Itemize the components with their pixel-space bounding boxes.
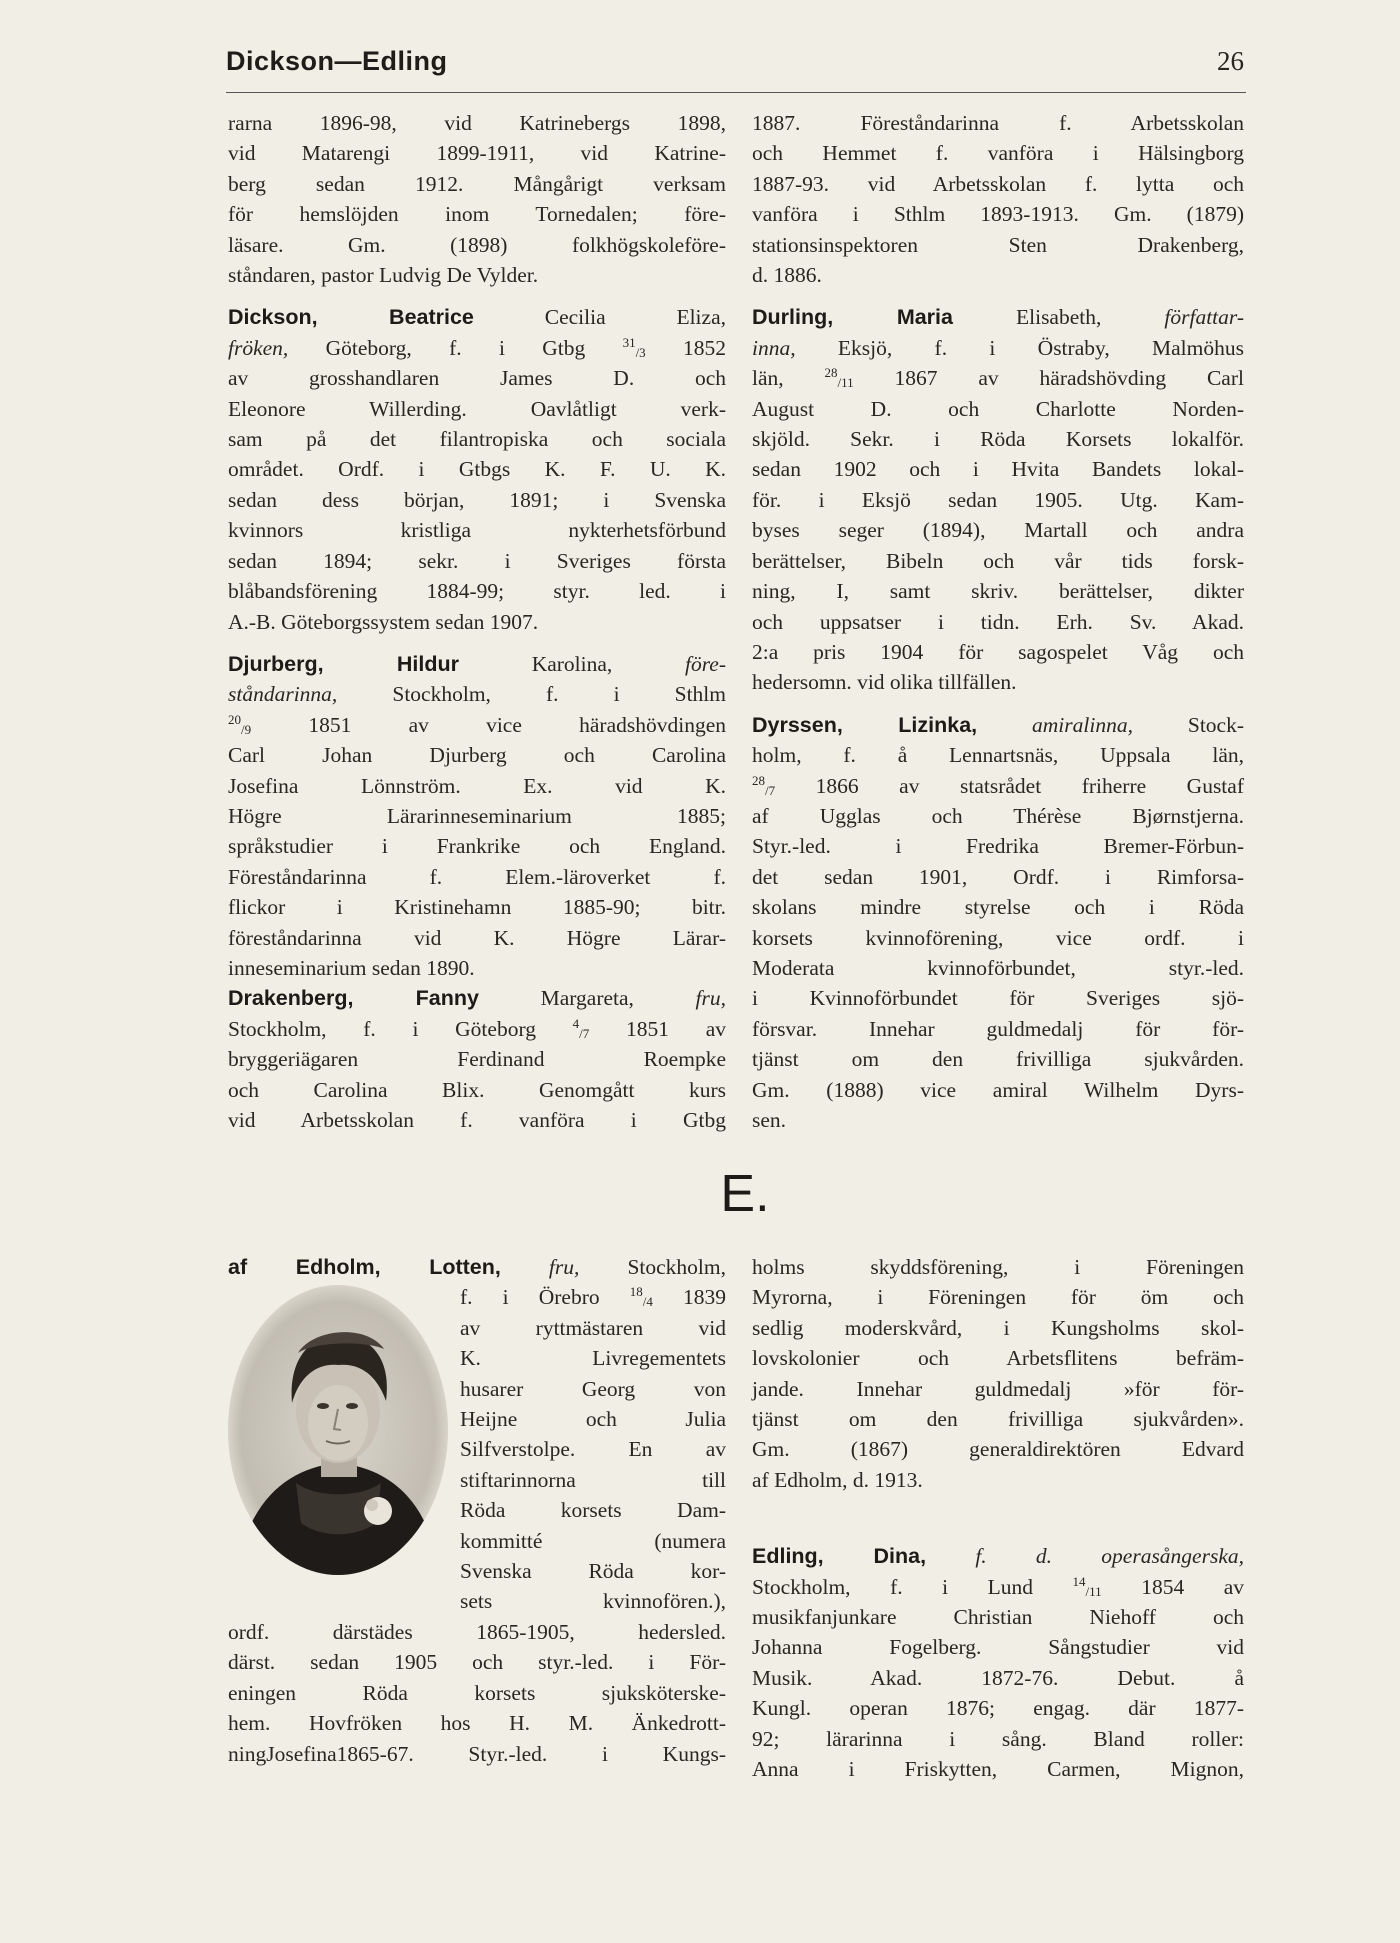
- text-line: 1887-93. vid Arbetsskolan f. lytta och: [752, 171, 1244, 196]
- entry-title: inna,: [752, 335, 796, 360]
- date-day: 20: [228, 711, 241, 727]
- entry-text: holm, f. å Lennartsnäs, Uppsala län,: [752, 743, 1244, 768]
- entry-text: Karolina,: [458, 651, 685, 676]
- date-month: /3: [635, 344, 646, 360]
- text-line: holms skyddsförening, i Föreningen: [752, 1255, 1244, 1279]
- text-line: Föreståndarinna f. Elem.-läroverket f.: [228, 864, 726, 889]
- text-line: Svenska Röda kor-: [460, 1559, 726, 1584]
- entry-text: 1839: [652, 1285, 726, 1310]
- entry-drakenberg: [228, 983, 726, 1135]
- text-line: eningen Röda korsets sjuksköterske-: [228, 1680, 726, 1705]
- entry-title: författar-: [1164, 305, 1244, 330]
- text-line: vid Matarengi 1899-1911, vid Katrine-: [228, 141, 726, 166]
- text-line: Eleonore Willerding. Oavlåtligt verk-: [228, 396, 726, 421]
- running-header: [226, 46, 1244, 86]
- text-line: sedlig moderskvård, i Kungsholms skol-: [752, 1315, 1244, 1340]
- text-line: stiftarinnorna till: [460, 1467, 726, 1492]
- text-line: hem. Hovfröken hos H. M. Änkedrott-: [228, 1711, 726, 1736]
- left-column-bottom: [228, 1252, 726, 1769]
- entry-text: f. i Örebro: [460, 1285, 630, 1310]
- text-line: stationsinspektoren Sten Drakenberg,: [752, 232, 1244, 257]
- entry-name: Edling, Dina,: [752, 1544, 927, 1569]
- entry-name: Dyrssen, Lizinka,: [752, 712, 978, 737]
- text-line: Högre Lärarinneseminarium 1885;: [228, 803, 726, 828]
- text-line: August D. och Charlotte Norden-: [752, 396, 1244, 421]
- date-month: /7: [579, 1025, 590, 1041]
- entry-text: 1866 av statsrådet friherre Gustaf: [775, 773, 1244, 798]
- text-line: det sedan 1901, Ordf. i Rimforsa-: [752, 864, 1244, 889]
- entry-title: fru,: [500, 1255, 580, 1279]
- header-rule: [226, 92, 1246, 93]
- text-line: Carl Johan Djurberg och Carolina: [228, 743, 726, 768]
- text-line: och Carolina Blix. Genomgått kurs: [228, 1077, 726, 1102]
- text-line: flickor i Kristinehamn 1885-90; bitr.: [228, 895, 726, 920]
- text-line: hedersomn. vid olika tillfällen.: [752, 670, 1017, 695]
- text-line: försvar. Innehar guldmedalj för för-: [752, 1016, 1244, 1041]
- text-line: Gm. (1867) generaldirektören Edvard: [752, 1437, 1244, 1462]
- date-day: 28: [752, 772, 765, 788]
- text-line: vanföra i Sthlm 1893-1913. Gm. (1879): [752, 202, 1244, 227]
- entry-name: Durling, Maria: [752, 305, 953, 330]
- right-column-bottom: [752, 1252, 1244, 1785]
- right-column-top: [752, 108, 1244, 1135]
- text-line: Moderata kvinnoförbundet, styr.-led.: [752, 955, 1244, 980]
- left-column-top: [228, 108, 726, 1135]
- entry-continuation: [752, 1252, 1244, 1495]
- entry-text: Elisabeth,: [952, 305, 1165, 330]
- entry-title: f. d. operasångerska,: [926, 1544, 1244, 1569]
- text-line: ningJosefina1865-67. Styr.-led. i Kungs-: [228, 1741, 726, 1766]
- text-line: K. Livregementets: [460, 1346, 726, 1371]
- entry-name: Dickson, Beatrice: [228, 305, 474, 330]
- entry-dickson: [228, 302, 726, 636]
- entry-name: Drakenberg, Fanny: [228, 986, 479, 1011]
- text-line: Gm. (1888) vice amiral Wilhelm Dyrs-: [752, 1077, 1244, 1102]
- text-line: sets kvinnofören.),: [460, 1589, 726, 1614]
- entry-text: Margareta,: [478, 986, 696, 1011]
- entry-text: Stockholm, f. i Sthlm: [337, 682, 726, 707]
- text-line: Heijne och Julia: [460, 1407, 726, 1432]
- text-line: korsets kvinnoförening, vice ordf. i: [752, 925, 1244, 950]
- text-line: språkstudier i Frankrike och England.: [228, 834, 726, 859]
- text-line: för. i Eksjö sedan 1905. Utg. Kam-: [752, 487, 1244, 512]
- entry-text: 1851 av: [589, 1016, 726, 1041]
- text-line: kommitté (numera: [460, 1528, 726, 1553]
- text-line: sedan 1902 och i Hvita Bandets lokal-: [752, 457, 1244, 482]
- date-month: /4: [642, 1294, 653, 1310]
- text-line: ordf. därstädes 1865-1905, hedersled.: [228, 1619, 726, 1644]
- date-day: 14: [1072, 1573, 1086, 1589]
- text-line: 1887. Föreståndarinna f. Arbetsskolan: [752, 111, 1244, 135]
- text-line: tjänst om den frivilliga sjukvården».: [752, 1407, 1244, 1432]
- text-line: bryggeriägaren Ferdinand Roempke: [228, 1047, 726, 1072]
- page-number: 26: [1217, 46, 1244, 76]
- entry-text: Göteborg, f. i Gtbg: [288, 335, 623, 360]
- text-line: Kungl. operan 1876; engag. där 1877-: [752, 1696, 1244, 1721]
- text-line: Musik. Akad. 1872-76. Debut. å: [752, 1665, 1244, 1690]
- date-month: /7: [765, 782, 776, 798]
- text-line: Myrorna, i Föreningen för öm och: [752, 1285, 1244, 1310]
- entry-title: före-: [685, 651, 726, 676]
- entry-text: Stockholm, f. i Lund: [752, 1574, 1073, 1599]
- text-line: A.-B. Göteborgssystem sedan 1907.: [228, 609, 539, 634]
- text-line: lovskolonier och Arbetsflitens befräm-: [752, 1346, 1244, 1371]
- text-line: blåbandsförening 1884-99; styr. led. i: [228, 579, 726, 604]
- text-line: berg sedan 1912. Mångårigt verksam: [228, 171, 726, 196]
- text-line: sedan 1894; sekr. i Sveriges första: [228, 548, 726, 573]
- date-month: /9: [241, 721, 252, 737]
- text-line: läsare. Gm. (1898) folkhögskoleföre-: [228, 232, 726, 257]
- text-line: Röda korsets Dam-: [460, 1498, 726, 1523]
- text-line: Styr.-led. i Fredrika Bremer-Förbun-: [752, 834, 1244, 859]
- text-line: skjöld. Sekr. i Röda Korsets lokalför.: [752, 427, 1244, 452]
- text-line: ståndaren, pastor Ludvig De Vylder.: [228, 263, 539, 288]
- entry-djurberg: [228, 649, 726, 983]
- running-title: Dickson—Edling: [226, 46, 448, 76]
- text-line: och uppsatser i tidn. Erh. Sv. Akad.: [752, 609, 1244, 634]
- entry-continuation: [228, 108, 726, 290]
- entry-continuation: [752, 108, 1244, 290]
- entry-title: fröken,: [228, 335, 289, 360]
- text-line: föreståndarinna vid K. Högre Lärar-: [228, 925, 726, 950]
- date-day: 4: [572, 1015, 580, 1031]
- text-line: d. 1886.: [752, 263, 822, 288]
- date-month: /11: [1085, 1583, 1102, 1599]
- entry-text: 1867 av häradshövding Carl: [853, 366, 1244, 391]
- text-line: rarna 1896-98, vid Katrinebergs 1898,: [228, 111, 726, 135]
- entry-title: amiralinna,: [977, 712, 1133, 737]
- entry-text: Eksjö, f. i Östraby, Malmöhus: [795, 335, 1244, 360]
- date-day: 28: [824, 365, 838, 381]
- text-line: och Hemmet f. vanföra i Hälsingborg: [752, 141, 1244, 166]
- text-line: ning, I, samt skriv. berättelser, dikter: [752, 579, 1244, 604]
- text-line: berättelser, Bibeln och vår tids forsk-: [752, 548, 1244, 573]
- entry-title: ståndarinna,: [228, 682, 338, 707]
- text-line: af Ugglas och Thérèse Bjørnstjerna.: [752, 803, 1244, 828]
- entry-text: 1854 av: [1101, 1574, 1245, 1599]
- date-month: /11: [837, 375, 854, 391]
- entry-text: Cecilia Eliza,: [473, 305, 726, 330]
- text-line: jande. Innehar guldmedalj »för för-: [752, 1376, 1244, 1401]
- entry-dyrssen: [752, 710, 1244, 1136]
- text-line: Josefina Lönnström. Ex. vid K.: [228, 773, 726, 798]
- text-line: Johanna Fogelberg. Sångstudier vid: [752, 1635, 1244, 1660]
- text-line: av grosshandlaren James D. och: [228, 366, 726, 391]
- date-day: 18: [629, 1284, 643, 1300]
- text-line: musikfanjunkare Christian Niehoff och: [752, 1605, 1244, 1630]
- text-line: 2:a pris 1904 för sagospelet Våg och: [752, 639, 1244, 664]
- text-line: i Kvinnoförbundet för Sveriges sjö-: [752, 986, 1244, 1011]
- entry-text: län,: [752, 366, 825, 391]
- entry-edling: [752, 1541, 1244, 1784]
- text-line: av ryttmästaren vid: [460, 1315, 726, 1340]
- text-line: byses seger (1894), Martall och andra: [752, 518, 1244, 543]
- text-line: området. Ordf. i Gtbgs K. F. U. K.: [228, 457, 726, 482]
- text-line: tjänst om den frivilliga sjukvården.: [752, 1047, 1244, 1072]
- entry-text: 1851 av vice häradshövdingen: [251, 712, 726, 737]
- entry-text: Stockholm,: [579, 1255, 727, 1279]
- entry-text: Stockholm, f. i Göteborg: [228, 1016, 573, 1041]
- text-line: skolans mindre styrelse och i Röda: [752, 895, 1244, 920]
- text-line: för hemslöjden inom Tornedalen; före-: [228, 202, 726, 227]
- entry-name: Djurberg, Hildur: [228, 651, 459, 676]
- entry-text: 1852: [645, 335, 726, 360]
- date-day: 31: [622, 334, 636, 350]
- text-line: vid Arbetsskolan f. vanföra i Gtbg: [228, 1108, 726, 1132]
- entry-text: Stock-: [1132, 712, 1244, 737]
- entry-durling: [752, 302, 1244, 697]
- text-line: husarer Georg von: [460, 1376, 726, 1401]
- text-line: inneseminarium sedan 1890.: [228, 955, 475, 980]
- entry-edholm: [228, 1252, 726, 1769]
- text-line: kvinnors kristliga nykterhetsförbund: [228, 518, 726, 543]
- text-line: af Edholm, d. 1913.: [752, 1467, 923, 1492]
- text-line: sen.: [752, 1108, 787, 1132]
- text-line: 92; lärarinna i sång. Bland roller:: [752, 1726, 1244, 1751]
- text-line: sam på det filantropiska och sociala: [228, 427, 726, 452]
- text-line: Silfverstolpe. En av: [460, 1437, 726, 1462]
- text-line: sedan dess början, 1891; i Svenska: [228, 487, 726, 512]
- text-line: därst. sedan 1905 och styr.-led. i För-: [228, 1650, 726, 1675]
- entry-title: fru,: [695, 986, 726, 1011]
- section-letter: E.: [720, 1165, 770, 1223]
- text-line: Anna i Friskytten, Carmen, Mignon,: [752, 1757, 1244, 1782]
- entry-name: af Edholm, Lotten,: [228, 1255, 501, 1279]
